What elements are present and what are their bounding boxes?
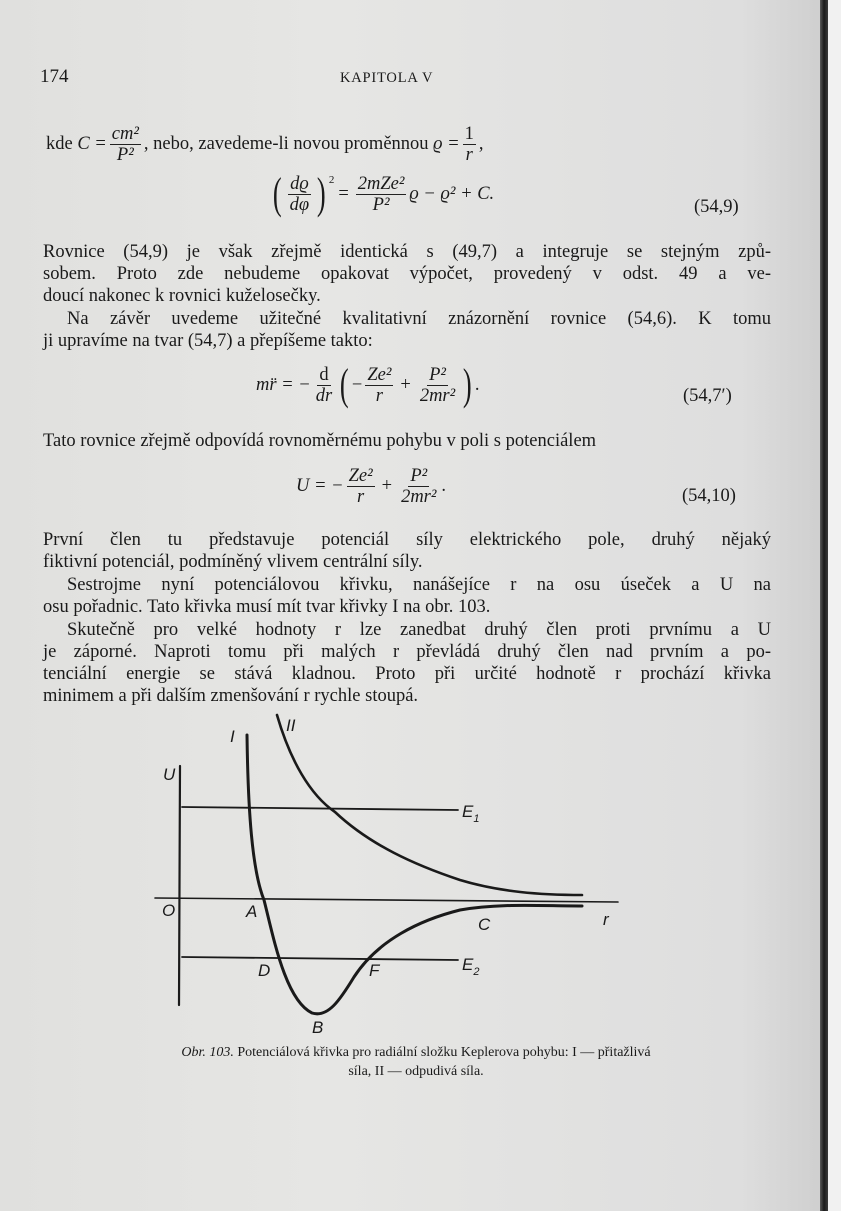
label-B: B bbox=[312, 1018, 324, 1037]
caption-line-1: Potenciálová křivka pro radiální složku Keplerova pohybu: I — přitažlivá bbox=[237, 1045, 651, 1060]
rhs-tail: ϱ − ϱ² + C. bbox=[409, 183, 495, 204]
text-line: ji upravíme na tvar (54,7) a přepíšeme takto: bbox=[43, 331, 373, 351]
c-lhs: C = bbox=[77, 134, 107, 154]
caption-label: Obr. 103. bbox=[181, 1045, 234, 1060]
d-den: dr bbox=[315, 385, 333, 406]
potential-curve-plot bbox=[140, 700, 640, 1040]
c-numerator: cm² bbox=[111, 124, 139, 144]
figure-103-potential-curve bbox=[140, 700, 640, 1040]
period: . bbox=[441, 476, 447, 496]
label-C: C bbox=[478, 915, 491, 934]
right-paren: ) bbox=[317, 169, 326, 218]
running-head: KAPITOLA V bbox=[340, 70, 434, 86]
paragraph-2 bbox=[43, 308, 771, 352]
curve-II-repulsive bbox=[277, 715, 582, 895]
text-line: Tato rovnice zřejmě odpovídá rovnoměrnému pohybu v poli s potenciálem bbox=[43, 431, 597, 451]
term1-fraction bbox=[347, 466, 375, 507]
left-paren: ( bbox=[272, 169, 282, 218]
label-I: I bbox=[230, 727, 235, 746]
equation-number-54-9: (54,9) bbox=[694, 197, 739, 217]
text-kde: kde bbox=[46, 134, 73, 154]
intro-line bbox=[46, 124, 484, 165]
equation-number-54-10: (54,10) bbox=[682, 486, 736, 506]
label-O: O bbox=[162, 901, 176, 920]
equation-54-10 bbox=[296, 466, 446, 507]
plus: + bbox=[381, 476, 393, 496]
e2-level-line bbox=[182, 957, 458, 960]
paragraph-3 bbox=[43, 430, 771, 452]
comma: , bbox=[478, 134, 484, 154]
paragraph-6 bbox=[43, 619, 771, 707]
label-E2: $E_2$ bbox=[462, 955, 480, 978]
t2-den: 2mr² bbox=[401, 487, 437, 507]
lhs: U = − bbox=[296, 476, 344, 496]
label-II: II bbox=[286, 716, 296, 735]
lhs-den: dφ bbox=[289, 194, 310, 215]
rhs-fraction bbox=[356, 174, 407, 215]
t1-den: r bbox=[375, 385, 383, 406]
text-line: Na závěr uvedeme užitečné kvalitativní znázornění rovnice (54,6). K tomu bbox=[67, 309, 771, 329]
e1-level-line bbox=[182, 807, 458, 810]
equation-number-54-7-prime: (54,7′) bbox=[683, 386, 732, 406]
page-number: 174 bbox=[40, 66, 69, 87]
text-line: fiktivní potenciál, podmíněný vlivem centrální síly. bbox=[43, 552, 423, 572]
equals: = bbox=[338, 183, 349, 204]
term1-fraction bbox=[365, 365, 393, 406]
r-axis bbox=[155, 898, 618, 902]
rhs-num: 2mZe² bbox=[357, 173, 405, 194]
term2-fraction bbox=[418, 365, 457, 406]
page-header bbox=[40, 66, 780, 90]
text-line: Sestrojme nyní potenciálovou křivku, nanášejíce r na osu úseček a U na bbox=[67, 575, 771, 595]
d-num: d bbox=[319, 364, 329, 385]
intro-text: , nebo, zavedeme-li novou proměnnou bbox=[143, 134, 429, 154]
rho-fraction bbox=[463, 124, 476, 165]
paragraph-1 bbox=[43, 241, 771, 307]
derivative-fraction bbox=[314, 365, 334, 406]
label-D: D bbox=[258, 961, 271, 980]
figure-caption bbox=[66, 1043, 766, 1081]
text-line: Rovnice (54,9) je však zřejmě identická s (49,7) a integruje se stejným způ- bbox=[43, 242, 771, 262]
c-denominator: P² bbox=[116, 145, 134, 165]
t2-num: P² bbox=[410, 466, 428, 486]
page-edge bbox=[828, 0, 841, 1211]
rho-denominator: r bbox=[465, 145, 473, 165]
term2-fraction bbox=[399, 466, 438, 507]
t2-num: P² bbox=[429, 364, 446, 385]
label-r: r bbox=[603, 910, 609, 929]
u-axis bbox=[179, 766, 180, 1005]
text-line: doucí nakonec k rovnici kuželosečky. bbox=[43, 286, 321, 306]
text-line: Skutečně pro velké hodnoty r lze zanedbat druhý člen proti prvnímu a U bbox=[67, 620, 771, 640]
lhs: mr̈ = − bbox=[256, 374, 311, 395]
t1-num: Ze² bbox=[348, 466, 373, 486]
label-F: F bbox=[369, 961, 380, 980]
equation-54-7-prime bbox=[256, 360, 480, 409]
label-U: U bbox=[163, 765, 176, 784]
paragraph-5 bbox=[43, 574, 771, 618]
t1-den: r bbox=[357, 487, 365, 507]
rho-lhs: ϱ = bbox=[433, 134, 460, 154]
label-E1: $E_1$ bbox=[462, 802, 480, 825]
c-fraction bbox=[110, 124, 141, 165]
lhs-num: dϱ bbox=[290, 173, 309, 194]
text-line: minimem a při dalším zmenšování r rychle stoupá. bbox=[43, 686, 419, 706]
text-line: První člen tu představuje potenciál síly elektrického pole, druhý nějaký bbox=[43, 530, 771, 550]
curve-I-attractive bbox=[247, 735, 582, 1014]
label-A: A bbox=[246, 902, 258, 921]
rho-numerator: 1 bbox=[464, 124, 474, 144]
left-paren: ( bbox=[340, 360, 349, 409]
text-line: sobem. Proto zde nebudeme opakovat výpočet, provedený v odst. 49 a ve- bbox=[43, 264, 771, 284]
caption-line-2: síla, II — odpudivá síla. bbox=[348, 1064, 484, 1079]
right-paren: ) bbox=[463, 360, 472, 409]
text-line: osu pořadnic. Tato křivka musí mít tvar křivky I na obr. 103. bbox=[43, 597, 491, 617]
plus: + bbox=[400, 374, 411, 395]
equation-54-9: ( $\frac{dϱ}{d\varphi}$ ) 2 = $\frac{\text{2mZe²}}{\text{P²}}$ ϱ − ϱ² + C. bbox=[272, 169, 495, 218]
minus: − bbox=[351, 374, 363, 395]
paragraph-4 bbox=[43, 529, 771, 573]
book-spine bbox=[820, 0, 828, 1211]
period: . bbox=[474, 374, 480, 395]
text-line: tenciální energie se stává kladnou. Proto při určité hodnotě r prochází křivka bbox=[43, 664, 771, 684]
t2-den: 2mr² bbox=[419, 385, 456, 406]
rhs-den: P² bbox=[372, 194, 390, 215]
text-line: je záporné. Naproti tomu při malých r převládá druhý člen nad prvním a po- bbox=[43, 642, 771, 662]
t1-num: Ze² bbox=[367, 364, 392, 385]
lhs-fraction bbox=[288, 174, 312, 215]
